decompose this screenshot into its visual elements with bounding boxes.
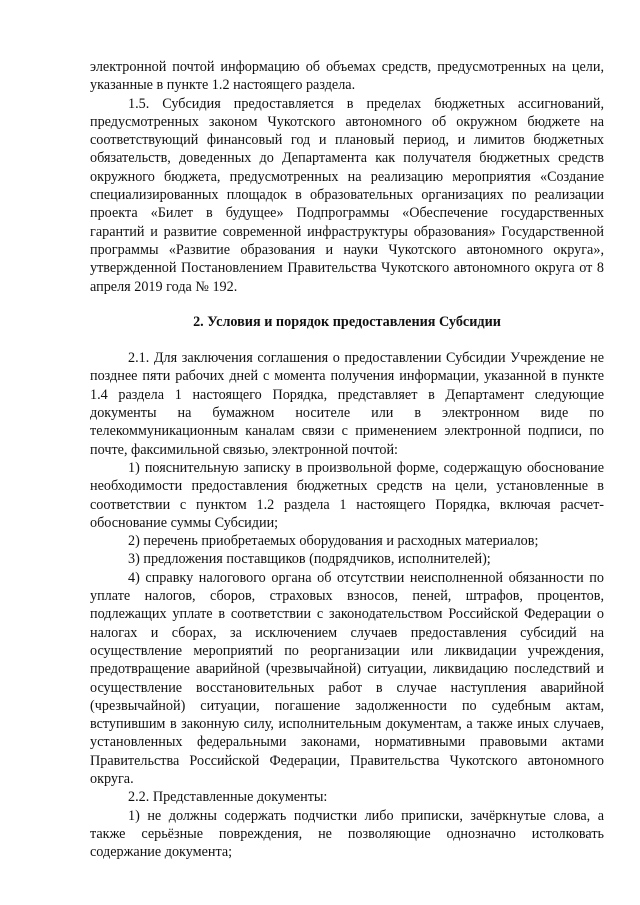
paragraph-1-5: 1.5. Субсидия предоставляется в пределах бюджетных ассигнований, предусмотренных законом Чукотского автономного об окружном бюджете на соответствующий финансовый год и плановый период, и лимитов бюджетных обязательств, доведенных до Департамента как получателя бюджетных средств окружного бюджета, предусмотренных на реализацию мероприятия «Создание специализированных площадок в образовательных организациях по реализации проекта «Билет в будущее» Подпрограммы «Обеспечение государственных гарантий и развитие современной инфраструктуры образования» Государственной программы «Развитие образования и науки Чукотского автономного округа», утвержденной Постановлением Правительства Чукотского автономного округа от 8 апреля 2019 года № 192.	[90, 95, 604, 295]
paragraph-continuation: электронной почтой информацию об объемах средств, предусмотренных на цели, указанные в пункте 1.2 настоящего раздела.	[90, 59, 604, 94]
paragraph-2-1-item-1: 1) пояснительную записку в произвольной форме, содержащую обоснование необходимости предоставления бюджетных средств на цели, установленные в соответствии с пунктом 1.2 раздела 1 настоящего Порядка, включая расчет-обоснование суммы Субсидии;	[90, 459, 604, 531]
section-2-title: 2. Условия и порядок предоставления Субсидии	[193, 313, 501, 330]
paragraph-2-2-item-1: 1) не должны содержать подчистки либо приписки, зачёркнутые слова, а также серьёзные повреждения, не позволяющие однозначно истолковать содержание документа;	[90, 807, 604, 861]
paragraph-2-1-item-4: 4) справку налогового органа об отсутствии неисполненной обязанности по уплате налогов, сборов, страховых взносов, пеней, штрафов, процентов, подлежащих уплате в соответствии с законодательством Российской Федерации о налогах и сборах, за исключением случаев предоставления субсидий на осуществление мероприятий по реорганизации или ликвидации учреждения, предотвращение аварийной (чрезвычайной) ситуации, ликвидацию последствий и осуществление восстановительных работ в случае наступления аварийной (чрезвычайной) ситуации, погашение задолженности по судебным актам, вступившим в законную силу, исполнительным документам, а также иных случаев, установленных федеральными законами, нормативными правовыми актами Правительства Российской Федерации, Правительства Чукотского автономного округа.	[90, 569, 604, 787]
paragraph-2-2: 2.2. Представленные документы:	[128, 789, 328, 806]
paragraph-2-1-item-3: 3) предложения поставщиков (подрядчиков, исполнителей);	[128, 551, 491, 568]
paragraph-2-1-item-2: 2) перечень приобретаемых оборудования и расходных материалов;	[128, 533, 539, 550]
paragraph-2-1: 2.1. Для заключения соглашения о предоставлении Субсидии Учреждение не позднее пяти рабочих дней с момента получения информации, указанной в пункте 1.4 раздела 1 настоящего Порядка, представляет в Департамент следующие документы на бумажном носителе или в электронном виде по телекоммуникационным каналам связи с применением электронной подписи, по почте, факсимильной связью, электронной почтой:	[90, 350, 604, 458]
document-page	[90, 58, 604, 861]
